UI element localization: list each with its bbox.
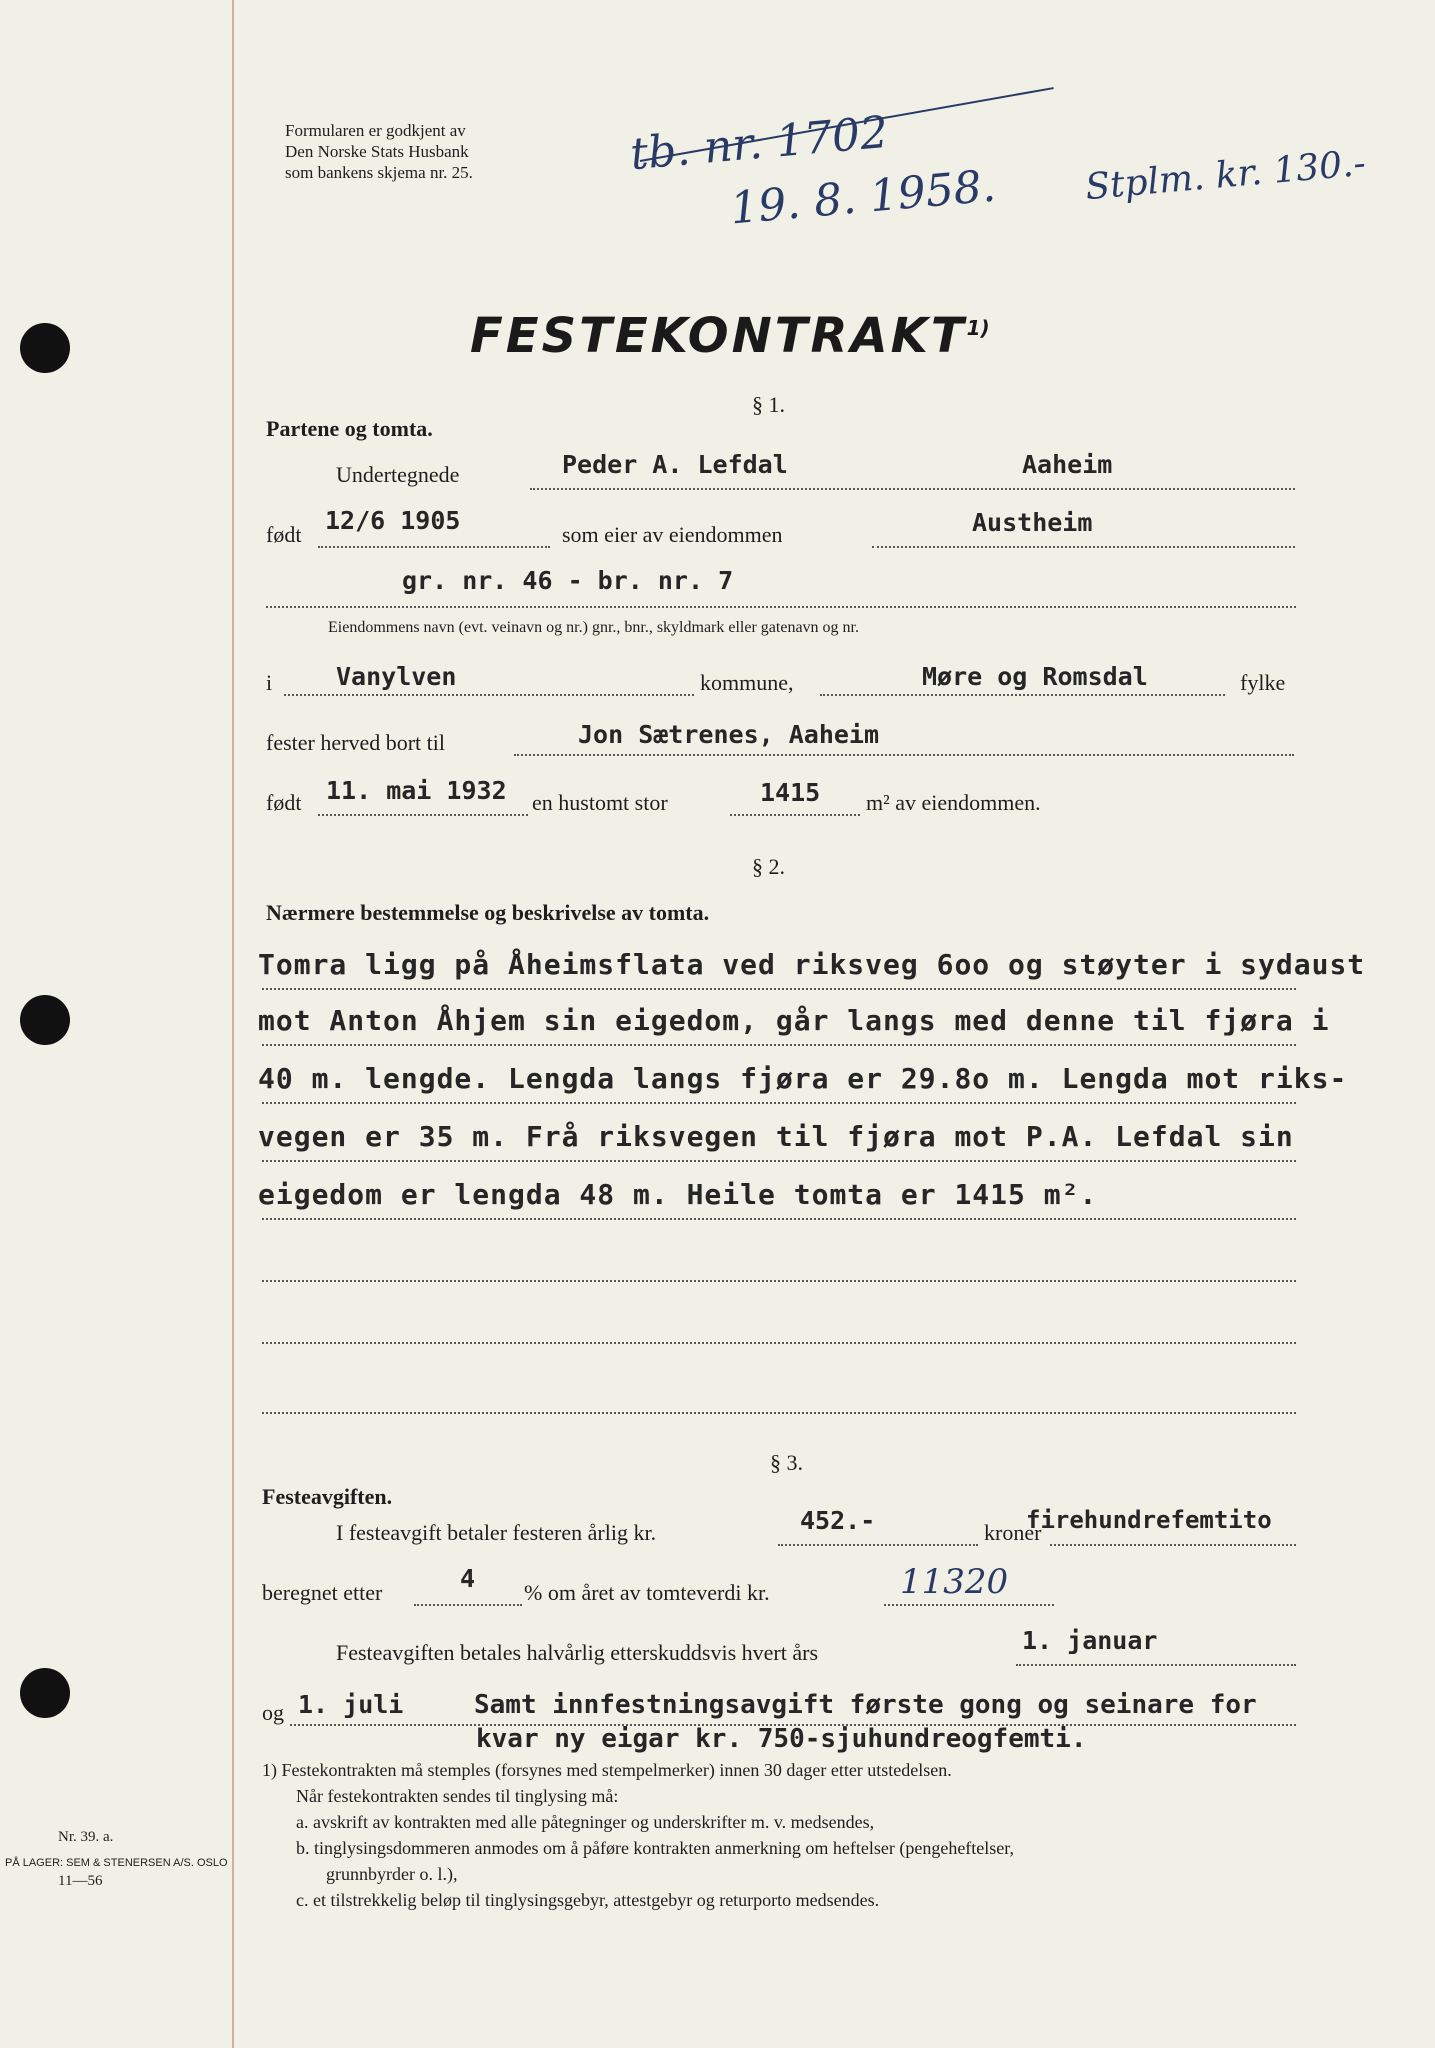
- festeavgift-line: [778, 1544, 978, 1546]
- tomt-description-line: mot Anton Åhjem sin eigedom, går langs med denne til fjøra i: [258, 1004, 1330, 1037]
- form-number: Nr. 39. a.: [58, 1829, 114, 1845]
- tomt-description-line: Tomra ligg på Åheimsflata ved riksveg 6oo og støyter i sydaust: [258, 948, 1366, 981]
- fodt-value: 12/6 1905: [325, 506, 461, 535]
- footnote-a: a. avskrift av kontrakten med alle påtegninger og underskrifter m. v. medsendes,: [296, 1812, 875, 1832]
- innfestning-line: Samt innfestningsavgift første gong og seinare for: [474, 1690, 1257, 1720]
- tomteverdi-handwritten-value: 11320: [900, 1562, 1009, 1602]
- approval-line: Formularen er godkjent av: [285, 121, 466, 140]
- undertegnede-label: Undertegnede: [336, 462, 460, 487]
- tomteverdi-line: [884, 1604, 1054, 1606]
- gnr-bnr-value: gr. nr. 46 - br. nr. 7: [402, 566, 734, 595]
- section-1-heading: § 1.: [752, 392, 785, 417]
- eiendom-value: Austheim: [972, 508, 1093, 537]
- fester-value: Jon Sætrenes, Aaheim: [578, 720, 880, 749]
- kommune-line: [284, 694, 694, 696]
- festeavgift-label: I festeavgift betaler festeren årlig kr.: [336, 1520, 657, 1545]
- description-line-rule: [262, 1102, 1296, 1104]
- og-label: og: [262, 1700, 284, 1725]
- fester-label: fester herved bort til: [266, 730, 445, 755]
- innfestning-line: kvar ny eigar kr. 750-sjuhundreogfemti.: [476, 1724, 1087, 1754]
- approval-note: [285, 120, 473, 183]
- fodt2-value: 11. mai 1932: [326, 776, 507, 805]
- handwritten-stamp-fee: Stplm. kr. 130.-: [1083, 142, 1368, 209]
- punch-hole-middle: [20, 995, 70, 1045]
- description-line-rule: [262, 1160, 1296, 1162]
- festeavgift-value: 452.-: [800, 1506, 876, 1535]
- percent-line: [414, 1604, 522, 1606]
- fodt-line: [318, 546, 550, 548]
- handwritten-registration-number: tb. nr. 1702: [628, 106, 891, 181]
- date1-line: [1016, 1664, 1296, 1666]
- section-3-heading: § 3.: [770, 1450, 803, 1475]
- eiendom-line: [872, 546, 1295, 548]
- kommune-label: kommune,: [700, 670, 794, 695]
- description-line-rule: [262, 1412, 1296, 1414]
- hustomt-label: en hustomt stor: [532, 790, 668, 815]
- footnote-b: b. tinglysingsdommeren anmodes om å påføre kontrakten anmerkning om heftelser (pengeheftelser,: [296, 1838, 1015, 1858]
- document-title: [470, 308, 990, 364]
- tomt-description-line: vegen er 35 m. Frå riksvegen til fjøra mot P.A. Lefdal sin: [258, 1120, 1294, 1153]
- area-label: m² av eiendommen.: [866, 790, 1041, 815]
- date2-value: 1. juli: [298, 1690, 404, 1719]
- date1-value: 1. januar: [1022, 1626, 1158, 1655]
- tomt-description-line: eigedom er lengda 48 m. Heile tomta er 1415 m².: [258, 1178, 1098, 1211]
- undertegnede-line: [530, 488, 1295, 490]
- section-3-subheading: Festeavgiften.: [262, 1484, 393, 1509]
- gnr-bnr-line: [266, 606, 1296, 608]
- description-line-rule: [262, 988, 1296, 990]
- fylke-label: fylke: [1240, 670, 1286, 695]
- fodt2-label: født: [266, 790, 302, 815]
- section-1-subheading: Partene og tomta.: [266, 416, 433, 441]
- footnote-c: c. et tilstrekkelig beløp til tinglysingsgebyr, attestgebyr og returporto medsendes.: [296, 1890, 880, 1910]
- footnote-intro: Når festekontrakten sendes til tinglysing må:: [296, 1786, 619, 1806]
- description-line-rule: [262, 1044, 1296, 1046]
- tomt-description-line: 40 m. lengde. Lengda langs fjøra er 29.8o m. Lengda mot riks-: [258, 1062, 1348, 1095]
- description-line-rule: [262, 1342, 1296, 1344]
- fodt-label: født: [266, 522, 302, 547]
- eiendom-caption: Eiendommens navn (evt. veinavn og nr.) gnr., bnr., skyldmark eller gatenavn og nr.: [328, 619, 859, 636]
- title-text: FESTEKONTRAKT: [470, 308, 967, 364]
- fylke-line: [820, 694, 1225, 696]
- approval-line: Den Norske Stats Husbank: [285, 142, 469, 161]
- area-value: 1415: [760, 778, 821, 807]
- undertegnede-name-value: Peder A. Lefdal: [562, 450, 788, 479]
- kroner-label: kroner: [984, 1520, 1042, 1545]
- percent-value: 4: [460, 1564, 476, 1593]
- footnote-1: 1) Festekontrakten må stemples (forsynes med stempelmerker) innen 30 dager etter utstedelsen.: [262, 1760, 952, 1780]
- margin-line: [232, 0, 234, 2048]
- undertegnede-place-value: Aaheim: [1022, 450, 1113, 479]
- section-2-heading: § 2.: [752, 854, 785, 879]
- fester-line: [514, 754, 1294, 756]
- section-2-subheading: Nærmere bestemmelse og beskrivelse av tomta.: [266, 900, 710, 925]
- beregnet-label: beregnet etter: [262, 1580, 383, 1605]
- area-line: [730, 814, 860, 816]
- handwritten-registration-date: 19. 8. 1958.: [728, 160, 998, 235]
- title-footnote-marker: 1): [966, 316, 990, 340]
- description-line-rule: [262, 1280, 1296, 1282]
- i-label: i: [266, 670, 273, 695]
- kommune-value: Vanylven: [336, 662, 457, 691]
- punch-hole-top: [20, 323, 70, 373]
- kroner-line: [1050, 1544, 1296, 1546]
- fodt2-line: [318, 814, 528, 816]
- publisher-note: PÅ LAGER: SEM & STENERSEN A/S. OSLO: [5, 1857, 228, 1869]
- betales-label: Festeavgiften betales halvårlig etterskuddsvis hvert års: [336, 1640, 819, 1665]
- eier-label: som eier av eiendommen: [562, 522, 783, 547]
- fylke-value: Møre og Romsdal: [922, 662, 1148, 691]
- percent-label: % om året av tomteverdi kr.: [524, 1580, 770, 1605]
- footnote-b-cont: grunnbyrder o. l.),: [326, 1864, 458, 1884]
- approval-line: som bankens skjema nr. 25.: [285, 163, 473, 182]
- description-line-rule: [262, 1218, 1296, 1220]
- kroner-words-value: firehundrefemtito: [1026, 1506, 1272, 1534]
- punch-hole-bottom: [20, 1668, 70, 1718]
- form-date: 11—56: [58, 1873, 103, 1889]
